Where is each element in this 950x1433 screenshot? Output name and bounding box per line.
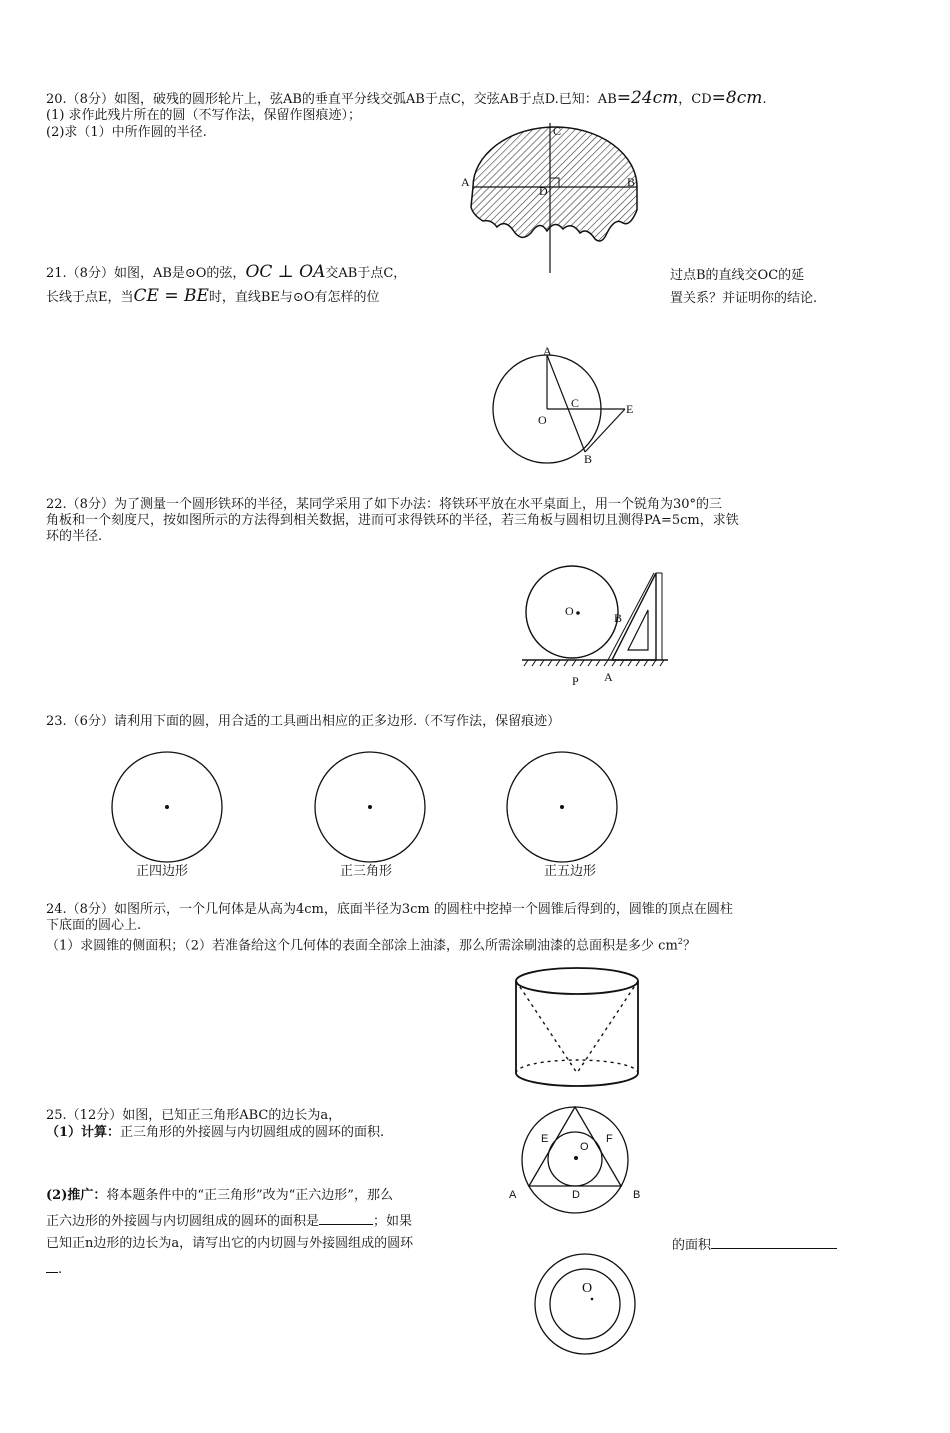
caption-triangle: 正三角形 — [340, 864, 393, 879]
label-c: C — [553, 124, 562, 138]
segment-ab — [547, 355, 585, 452]
q21-line1 — [46, 264, 406, 282]
label-b: B — [633, 1189, 641, 1201]
q21-mid: 交AB于点C， — [325, 266, 407, 281]
caption-pentagon: 正五边形 — [544, 864, 597, 879]
center-dot — [368, 805, 372, 809]
top-ellipse — [516, 968, 638, 994]
q24-line3-text: （1）求圆锥的侧面积；（2）若准备给这个几何体的表面全部涂上油漆，那么所需涂刷油漆的总面积是多少 cm — [46, 938, 678, 954]
q21-prefix: 21.（8分）如图，AB是⊙O的弦， — [46, 266, 246, 281]
q20-ab-formula: =24cm — [616, 88, 679, 108]
label-d: D — [572, 1189, 580, 1201]
q25-line5: 已知正n边形的边长为a，请写出它的内切圆与外接圆组成的圆环 — [46, 1236, 414, 1251]
center-dot — [560, 805, 564, 809]
label-b: B — [627, 175, 636, 189]
q22-figure — [520, 565, 670, 690]
center-dot — [576, 611, 580, 615]
caption-square: 正四边形 — [136, 864, 189, 879]
answer-blank-hexagon[interactable] — [319, 1212, 373, 1225]
broken-wheel-shape — [471, 127, 637, 241]
q20-line2: (1) 求作此残片所在的圆（不写作法，保留作图痕迹）； — [46, 108, 362, 123]
q25-line1: 25.（12分）如图，已知正三角形ABC的边长为a， — [46, 1108, 342, 1123]
q25-figure1 — [505, 1100, 650, 1230]
center-dot — [574, 1156, 578, 1160]
q20-line1 — [46, 90, 767, 108]
label-o: O — [538, 413, 547, 427]
center-dot — [165, 805, 169, 809]
label-b: B — [614, 611, 623, 625]
equilateral-triangle — [529, 1107, 621, 1186]
q24-line1: 24.（8分）如图所示，一个几何体是从高为4cm，底面半径为3cm 的圆柱中挖掉一个圆锥后得到的，圆锥的顶点在圆柱 — [46, 902, 733, 917]
tabletop-hatching — [524, 660, 664, 666]
q24-line3-end: ？ — [682, 938, 696, 954]
q25-calc-heading: （1）计算： — [46, 1125, 121, 1140]
label-e: E — [626, 402, 634, 416]
q25-line3-text: 将本题条件中的“正三角形”改为“正六边形”，那么 — [106, 1188, 393, 1203]
q20-text: 20.（8分）如图，破残的圆形轮片上，弦AB的垂直平分线交弧AB于点C，交弦AB于点D.已知：AB — [46, 92, 617, 107]
q21-line2-prefix: 长线于点E，当 — [46, 290, 134, 305]
bottom-back-arc — [516, 1060, 638, 1073]
label-a: A — [543, 344, 552, 358]
q20-figure — [455, 115, 655, 280]
q21-formula2: CE = BE — [133, 286, 209, 306]
q21-line2-mid: 时，直线BE与⊙O有怎样的位 — [208, 290, 380, 305]
q25-figure2 — [530, 1250, 640, 1360]
label-f: F — [606, 1133, 613, 1145]
q25-line4-text: 正六边形的外接圆与内切圆组成的圆环的面积是 — [46, 1214, 320, 1229]
q25-generalize-heading: (2)推广： — [46, 1188, 107, 1203]
q20-sep: ，CD — [678, 92, 712, 107]
segment-be — [585, 409, 625, 452]
q23-circles — [100, 745, 640, 865]
inner-circle — [550, 1269, 620, 1339]
label-d: D — [539, 184, 548, 198]
label-a: A — [604, 670, 613, 684]
q21-formula1: OC ⊥ OA — [245, 262, 326, 282]
q23-line1: 23.（6分）请利用下面的圆，用合适的工具画出相应的正多边形.（不写作法，保留痕迹） — [46, 714, 561, 729]
q22-line3: 环的半径. — [46, 529, 103, 544]
q25-line6-end: . — [58, 1262, 63, 1277]
label-a: A — [509, 1189, 517, 1201]
q25-line3 — [46, 1188, 393, 1204]
q20-cd-formula: =8cm — [711, 88, 763, 108]
q20-line3: (2)求（1）中所作圆的半径. — [46, 125, 207, 140]
q24-figure — [510, 965, 645, 1095]
label-e: E — [541, 1133, 549, 1145]
q21-right2: 置关系？并证明你的结论. — [670, 291, 818, 306]
q21-line2 — [46, 288, 379, 306]
q22-line1: 22.（8分）为了测量一个圆形铁环的半径，某同学采用了如下办法：将铁环平放在水平桌面上，用一个锐角为30°的三 — [46, 497, 722, 512]
q21-figure — [485, 345, 645, 470]
answer-blank-ngon-continued[interactable] — [46, 1260, 58, 1273]
center-dot — [591, 1298, 594, 1301]
q22-line2: 角板和一个刻度尺，按如图所示的方法得到相关数据，进而可求得铁环的半径，若三角板与圆相切且测得PA=5cm，求铁 — [46, 513, 739, 528]
q25-line2 — [46, 1125, 384, 1141]
label-o: O — [582, 1281, 593, 1296]
label-b: B — [584, 452, 593, 466]
q25-line2-text: 正三角形的外接圆与内切圆组成的圆环的面积. — [120, 1125, 385, 1140]
label-a: A — [461, 175, 470, 189]
cone-right-edge — [577, 981, 638, 1073]
label-o: O — [565, 604, 574, 618]
q24-superscript: 2 — [677, 937, 683, 946]
q25-line4-end: ；如果 — [373, 1214, 413, 1229]
q25-area-label: 的面积 — [672, 1238, 712, 1253]
cone-left-edge — [516, 981, 577, 1073]
q24-line2: 下底面的圆心上. — [46, 918, 142, 933]
q25-line4 — [46, 1212, 412, 1230]
q25-line5-right — [672, 1236, 837, 1254]
bottom-front-arc — [516, 1073, 638, 1086]
label-p: P — [572, 674, 579, 688]
label-c: C — [571, 396, 580, 410]
q21-right1: 过点B的直线交OC的延 — [670, 268, 805, 283]
label-o: O — [580, 1141, 589, 1153]
q25-line6 — [46, 1260, 62, 1278]
answer-blank-ngon[interactable] — [711, 1236, 837, 1249]
q24-line3 — [46, 934, 696, 954]
q20-end: . — [762, 92, 767, 107]
